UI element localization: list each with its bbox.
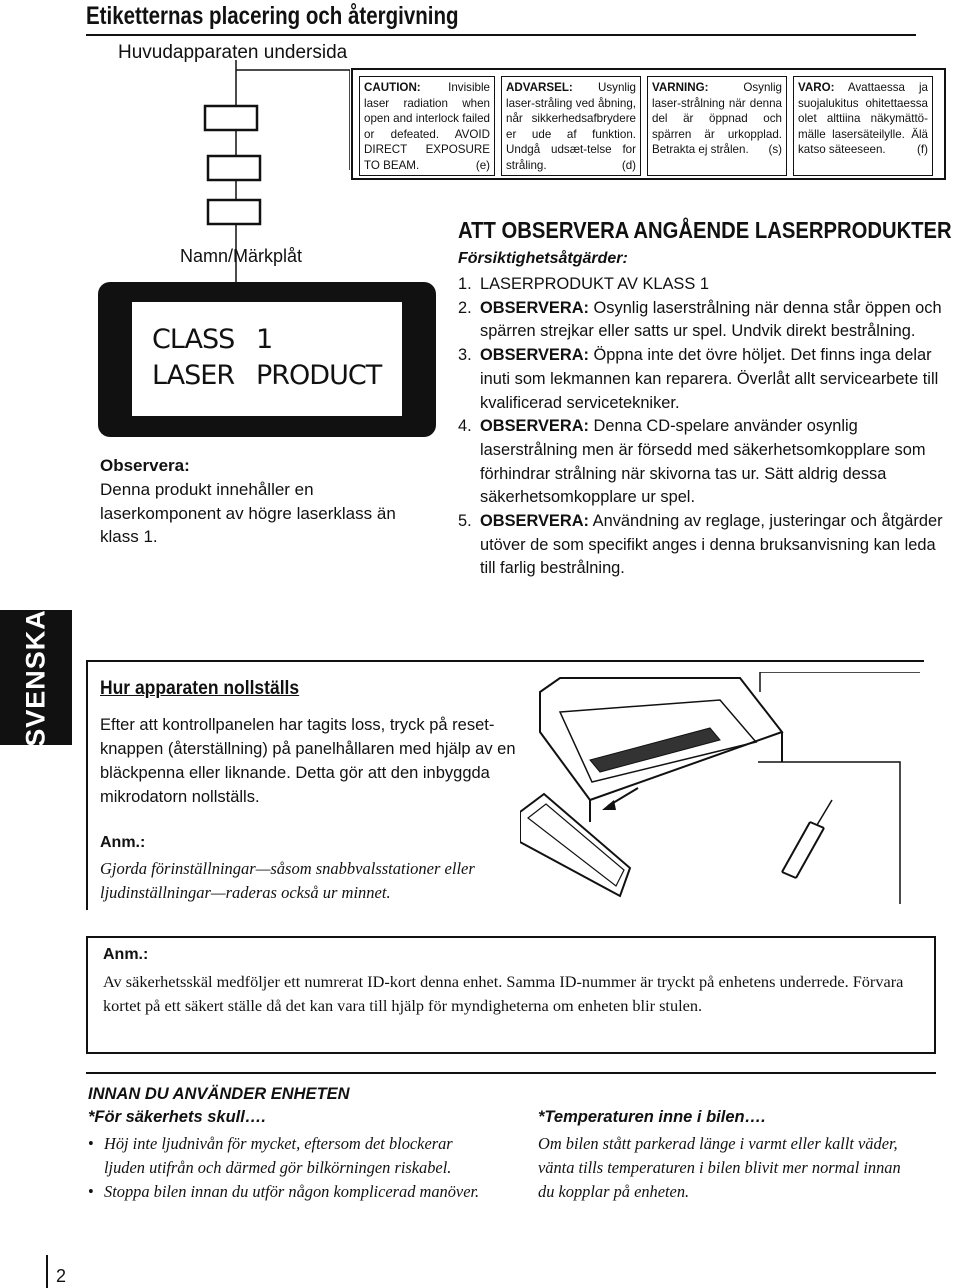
list-item: 3. OBSERVERA: Öppna inte det övre höljet. Det finns inga delar inuti som lekmannen kan reparera. Överlåt allt servicearbete till kvalificerad servicetekniker. bbox=[458, 346, 939, 412]
reset-illustration bbox=[520, 672, 920, 904]
safety-title: *För säkerhets skull…. bbox=[88, 1108, 266, 1126]
observera-heading: Observera: bbox=[100, 456, 190, 475]
before-use-title: INNAN DU ANVÄNDER ENHETEN bbox=[88, 1085, 350, 1103]
safety-bullets bbox=[88, 1132, 488, 1204]
list-item: 2. OBSERVERA: Osynlig laserstrålning när denna står öppen och spärren strejkar eller satts ur spel. Undvik direkt bestrålning. bbox=[458, 298, 942, 341]
page-number-rule bbox=[46, 1255, 48, 1288]
list-item: 5. OBSERVERA: Användning av reglage, justeringar och åtgärder utöver de som specifikt anges i denna bruksanvisning kan leda till farlig bestrålning. bbox=[458, 512, 943, 578]
laser-section-title: ATT OBSERVERA ANGÅENDE LASERPRODUKTER bbox=[458, 217, 952, 243]
list-item: • Stoppa bilen innan du utför någon komplicerad manöver. bbox=[88, 1182, 480, 1201]
title-rule bbox=[86, 34, 916, 36]
nameplate-caption: Namn/Märkplåt bbox=[180, 246, 303, 266]
caution-label-swedish: VARNING: Osynlig laser-strålning när denna del är öppnad och spärren är urkopplad. Betrakta ej strålen. (s) bbox=[647, 76, 787, 176]
class1-laser-label: CLASS 1 LASER PRODUCT bbox=[98, 282, 436, 437]
list-item: 4. OBSERVERA: Denna CD-spelare använder osynlig laserstrålning men är försedd med säkerhetsomkopplare som förhindrar strålning när skivorna tas ur. Sätt aldrig dessa säkerhetsomkopplare ur spel. bbox=[458, 417, 926, 507]
list-item: • Höj inte ljudnivån för mycket, eftersom det blockerar ljuden utifrån och därmed gör bilkörningen riskabel. bbox=[88, 1134, 453, 1177]
laser-section-subtitle: Försiktighetsåtgärder: bbox=[458, 250, 628, 267]
reset-note-text: Gjorda förinställningar—såsom snabbvalsstationer eller ljudinställningar—raderas också ur minnet. bbox=[100, 859, 475, 902]
section-divider bbox=[86, 1072, 936, 1074]
reset-section-title: Hur apparaten nollställs bbox=[100, 678, 300, 699]
id-card-note-text: Av säkerhetsskäl medföljer ett numrerat ID-kort denna enhet. Samma ID-nummer är tryckt på enhetens underrede. Förvara kortet på ett säkert ställe då det kan vara till hjälp för myndigheterna om enheten blir stulen. bbox=[103, 972, 904, 1015]
list-item: 1. LASERPRODUKT AV KLASS 1 bbox=[458, 275, 709, 293]
reset-note-label: Anm.: bbox=[100, 834, 146, 851]
page-number: 2 bbox=[56, 1266, 67, 1286]
temperature-title: *Temperaturen inne i bilen…. bbox=[538, 1108, 766, 1126]
temperature-text: Om bilen stått parkerad länge i varmt eller kallt väder, vänta tills temperaturen i bilen blivit mer normal innan du kopplar på enheten. bbox=[538, 1134, 901, 1201]
caution-label-danish: ADVARSEL: Usynlig laser-stråling ved åbning, når sikkerhedsafbrydere er ude af funktion. Undgå udsæt-telse for stråling. (d) bbox=[501, 76, 641, 176]
reset-instructions: Efter att kontrollpanelen har tagits loss, tryck på reset-knappen (återställning) på panelhållaren med hjälp av en bläckpenna eller liknande. Detta gör att den inbyggda mikrodatorn nollställs. bbox=[100, 716, 516, 806]
caution-labels-box bbox=[351, 68, 946, 180]
language-side-tab: SVENSKA bbox=[0, 610, 72, 745]
section-subtitle: Huvudapparaten undersida bbox=[118, 42, 348, 63]
caution-label-english: CAUTION: Invisible laser radiation when open and interlock failed or defeated. AVOID DIRECT EXPOSURE TO BEAM. (e) bbox=[359, 76, 495, 176]
observera-text: Denna produkt innehåller en laserkomponent av högre laserklass än klass 1. bbox=[100, 480, 396, 546]
caution-label-finnish: VARO: Avattaessa ja suojalukitus ohitettaessa olet alttiina näkymättö-mälle lasersäteilylle. Älä katso säteeseen. (f) bbox=[793, 76, 933, 176]
page-title: Etiketternas placering och återgivning bbox=[86, 2, 459, 30]
id-card-note-label: Anm.: bbox=[103, 946, 149, 963]
laser-precautions-list bbox=[458, 273, 948, 581]
